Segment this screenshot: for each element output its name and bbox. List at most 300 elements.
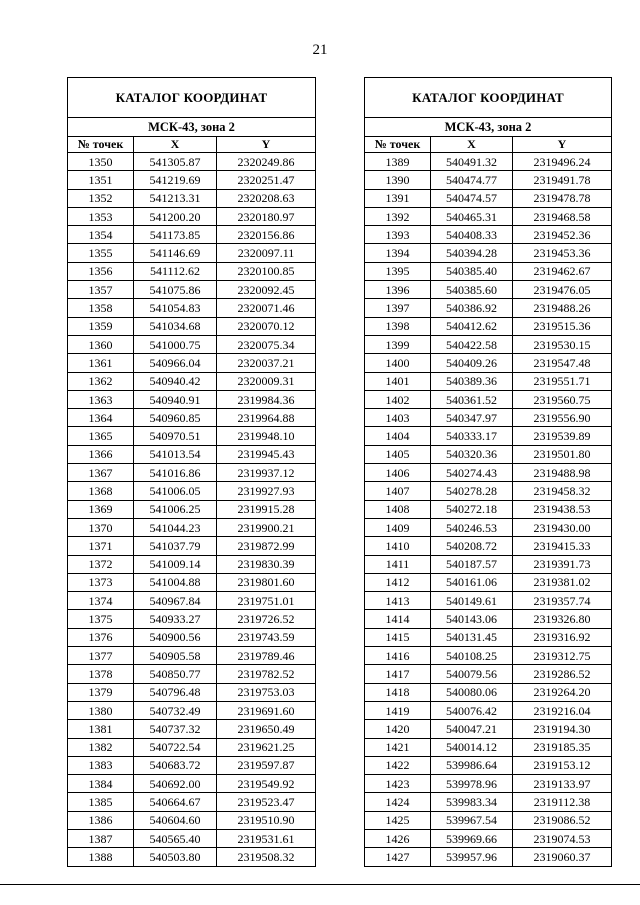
table-row xyxy=(365,592,612,610)
y-coordinate-cell: 2319264.20 xyxy=(513,683,612,701)
x-coordinate-cell: 541037.79 xyxy=(134,537,217,555)
point-number-cell: 1368 xyxy=(68,482,134,500)
y-coordinate-cell: 2319430.00 xyxy=(513,518,612,536)
table-row xyxy=(365,720,612,738)
x-coordinate-cell: 540143.06 xyxy=(431,610,513,628)
x-coordinate-cell: 540722.54 xyxy=(134,738,217,756)
y-coordinate-cell: 2320071.46 xyxy=(217,299,316,317)
y-coordinate-cell: 2320180.97 xyxy=(217,207,316,225)
x-coordinate-cell: 539967.54 xyxy=(431,811,513,829)
table-row xyxy=(68,592,316,610)
point-number-cell: 1371 xyxy=(68,537,134,555)
table-row xyxy=(365,354,612,372)
y-coordinate-cell: 2319789.46 xyxy=(217,647,316,665)
table-row xyxy=(365,848,612,866)
point-number-cell: 1350 xyxy=(68,153,134,171)
table-row xyxy=(68,482,316,500)
y-coordinate-cell: 2319782.52 xyxy=(217,665,316,683)
table-row xyxy=(365,335,612,353)
point-number-cell: 1375 xyxy=(68,610,134,628)
x-coordinate-cell: 540604.60 xyxy=(134,811,217,829)
x-coordinate-cell: 540474.57 xyxy=(431,189,513,207)
y-coordinate-cell: 2319560.75 xyxy=(513,390,612,408)
x-coordinate-cell: 540970.51 xyxy=(134,427,217,445)
y-coordinate-cell: 2319312.75 xyxy=(513,647,612,665)
point-number-cell: 1357 xyxy=(68,281,134,299)
x-coordinate-cell: 540465.31 xyxy=(431,207,513,225)
column-header-point: № точек xyxy=(68,137,134,153)
x-coordinate-cell: 540187.57 xyxy=(431,555,513,573)
y-coordinate-cell: 2319452.36 xyxy=(513,226,612,244)
x-coordinate-cell: 540503.80 xyxy=(134,848,217,866)
table-row xyxy=(68,226,316,244)
point-number-cell: 1423 xyxy=(365,775,431,793)
point-number-cell: 1392 xyxy=(365,207,431,225)
x-coordinate-cell: 541004.88 xyxy=(134,573,217,591)
x-coordinate-cell: 541013.54 xyxy=(134,445,217,463)
x-coordinate-cell: 540737.32 xyxy=(134,720,217,738)
table-row xyxy=(68,317,316,335)
table-row xyxy=(365,482,612,500)
point-number-cell: 1415 xyxy=(365,628,431,646)
y-coordinate-cell: 2320097.11 xyxy=(217,244,316,262)
x-coordinate-cell: 540940.42 xyxy=(134,372,217,390)
y-coordinate-cell: 2320092.45 xyxy=(217,281,316,299)
point-number-cell: 1379 xyxy=(68,683,134,701)
x-coordinate-cell: 540385.60 xyxy=(431,281,513,299)
x-coordinate-cell: 540079.56 xyxy=(431,665,513,683)
table-row xyxy=(68,793,316,811)
x-coordinate-cell: 541006.25 xyxy=(134,500,217,518)
y-coordinate-cell: 2319357.74 xyxy=(513,592,612,610)
table-row xyxy=(68,153,316,171)
y-coordinate-cell: 2319984.36 xyxy=(217,390,316,408)
point-number-cell: 1413 xyxy=(365,592,431,610)
x-coordinate-cell: 540409.26 xyxy=(431,354,513,372)
x-coordinate-cell: 539957.96 xyxy=(431,848,513,866)
column-header-x: X xyxy=(431,137,513,153)
table-row xyxy=(68,335,316,353)
point-number-cell: 1361 xyxy=(68,354,134,372)
y-coordinate-cell: 2319381.02 xyxy=(513,573,612,591)
table-row xyxy=(68,281,316,299)
point-number-cell: 1410 xyxy=(365,537,431,555)
table-row xyxy=(365,793,612,811)
x-coordinate-cell: 540278.28 xyxy=(431,482,513,500)
y-coordinate-cell: 2319216.04 xyxy=(513,701,612,719)
y-coordinate-cell: 2319074.53 xyxy=(513,829,612,847)
x-coordinate-cell: 540149.61 xyxy=(431,592,513,610)
table-row xyxy=(68,738,316,756)
table-row xyxy=(68,518,316,536)
table-row xyxy=(68,244,316,262)
table-row xyxy=(365,756,612,774)
point-number-cell: 1382 xyxy=(68,738,134,756)
y-coordinate-cell: 2319726.52 xyxy=(217,610,316,628)
table-row xyxy=(365,445,612,463)
y-coordinate-cell: 2319801.60 xyxy=(217,573,316,591)
table-row xyxy=(68,409,316,427)
table-row xyxy=(365,738,612,756)
x-coordinate-cell: 539986.64 xyxy=(431,756,513,774)
table-row xyxy=(68,445,316,463)
table-row xyxy=(68,683,316,701)
y-coordinate-cell: 2319458.32 xyxy=(513,482,612,500)
y-coordinate-cell: 2319496.24 xyxy=(513,153,612,171)
y-coordinate-cell: 2319523.47 xyxy=(217,793,316,811)
y-coordinate-cell: 2319478.78 xyxy=(513,189,612,207)
y-coordinate-cell: 2319915.28 xyxy=(217,500,316,518)
x-coordinate-cell: 540565.40 xyxy=(134,829,217,847)
x-coordinate-cell: 540412.62 xyxy=(431,317,513,335)
x-coordinate-cell: 540967.84 xyxy=(134,592,217,610)
table-row xyxy=(68,500,316,518)
point-number-cell: 1409 xyxy=(365,518,431,536)
x-coordinate-cell: 541146.69 xyxy=(134,244,217,262)
point-number-cell: 1421 xyxy=(365,738,431,756)
column-header-point: № точек xyxy=(365,137,431,153)
point-number-cell: 1351 xyxy=(68,171,134,189)
catalog-subtitle: МСК-43, зона 2 xyxy=(365,118,612,137)
table-row xyxy=(68,720,316,738)
point-number-cell: 1367 xyxy=(68,464,134,482)
table-row xyxy=(68,262,316,280)
table-row xyxy=(365,262,612,280)
x-coordinate-cell: 541009.14 xyxy=(134,555,217,573)
table-row xyxy=(365,573,612,591)
table-row xyxy=(68,775,316,793)
x-coordinate-cell: 540320.36 xyxy=(431,445,513,463)
table-row xyxy=(365,555,612,573)
x-coordinate-cell: 540080.06 xyxy=(431,683,513,701)
point-number-cell: 1389 xyxy=(365,153,431,171)
point-number-cell: 1394 xyxy=(365,244,431,262)
y-coordinate-cell: 2319488.98 xyxy=(513,464,612,482)
x-coordinate-cell: 541219.69 xyxy=(134,171,217,189)
table-row xyxy=(365,153,612,171)
table-row xyxy=(68,628,316,646)
table-row xyxy=(68,354,316,372)
point-number-cell: 1391 xyxy=(365,189,431,207)
y-coordinate-cell: 2319462.67 xyxy=(513,262,612,280)
y-coordinate-cell: 2319937.12 xyxy=(217,464,316,482)
table-row xyxy=(68,207,316,225)
x-coordinate-cell: 540389.36 xyxy=(431,372,513,390)
y-coordinate-cell: 2319948.10 xyxy=(217,427,316,445)
point-number-cell: 1414 xyxy=(365,610,431,628)
y-coordinate-cell: 2320100.85 xyxy=(217,262,316,280)
point-number-cell: 1402 xyxy=(365,390,431,408)
table-row xyxy=(68,555,316,573)
point-number-cell: 1400 xyxy=(365,354,431,372)
table-row xyxy=(365,409,612,427)
point-number-cell: 1405 xyxy=(365,445,431,463)
point-number-cell: 1417 xyxy=(365,665,431,683)
x-coordinate-cell: 541054.83 xyxy=(134,299,217,317)
point-number-cell: 1365 xyxy=(68,427,134,445)
y-coordinate-cell: 2319438.53 xyxy=(513,500,612,518)
catalog-subtitle: МСК-43, зона 2 xyxy=(68,118,316,137)
y-coordinate-cell: 2320037.21 xyxy=(217,354,316,372)
x-coordinate-cell: 541112.62 xyxy=(134,262,217,280)
y-coordinate-cell: 2320208.63 xyxy=(217,189,316,207)
y-coordinate-cell: 2319900.21 xyxy=(217,518,316,536)
table-row xyxy=(68,171,316,189)
y-coordinate-cell: 2319927.93 xyxy=(217,482,316,500)
table-row xyxy=(365,518,612,536)
y-coordinate-cell: 2319133.97 xyxy=(513,775,612,793)
point-number-cell: 1377 xyxy=(68,647,134,665)
x-coordinate-cell: 540474.77 xyxy=(431,171,513,189)
y-coordinate-cell: 2319539.89 xyxy=(513,427,612,445)
point-number-cell: 1404 xyxy=(365,427,431,445)
table-row xyxy=(365,317,612,335)
point-number-cell: 1396 xyxy=(365,281,431,299)
point-number-cell: 1407 xyxy=(365,482,431,500)
catalog-title: КАТАЛОГ КООРДИНАТ xyxy=(68,78,316,118)
point-number-cell: 1412 xyxy=(365,573,431,591)
y-coordinate-cell: 2319515.36 xyxy=(513,317,612,335)
point-number-cell: 1418 xyxy=(365,683,431,701)
y-coordinate-cell: 2319691.60 xyxy=(217,701,316,719)
point-number-cell: 1385 xyxy=(68,793,134,811)
x-coordinate-cell: 540692.00 xyxy=(134,775,217,793)
table-row xyxy=(365,537,612,555)
point-number-cell: 1406 xyxy=(365,464,431,482)
x-coordinate-cell: 541305.87 xyxy=(134,153,217,171)
x-coordinate-cell: 540940.91 xyxy=(134,390,217,408)
y-coordinate-cell: 2319964.88 xyxy=(217,409,316,427)
y-coordinate-cell: 2319468.58 xyxy=(513,207,612,225)
point-number-cell: 1426 xyxy=(365,829,431,847)
point-number-cell: 1399 xyxy=(365,335,431,353)
table-row xyxy=(68,647,316,665)
x-coordinate-cell: 540683.72 xyxy=(134,756,217,774)
y-coordinate-cell: 2319551.71 xyxy=(513,372,612,390)
x-coordinate-cell: 540131.45 xyxy=(431,628,513,646)
y-coordinate-cell: 2319391.73 xyxy=(513,555,612,573)
x-coordinate-cell: 540014.12 xyxy=(431,738,513,756)
x-coordinate-cell: 540274.43 xyxy=(431,464,513,482)
table-row xyxy=(365,390,612,408)
x-coordinate-cell: 539969.66 xyxy=(431,829,513,847)
point-number-cell: 1383 xyxy=(68,756,134,774)
y-coordinate-cell: 2319556.90 xyxy=(513,409,612,427)
point-number-cell: 1366 xyxy=(68,445,134,463)
table-row xyxy=(68,701,316,719)
table-row xyxy=(68,848,316,866)
y-coordinate-cell: 2319945.43 xyxy=(217,445,316,463)
y-coordinate-cell: 2319597.87 xyxy=(217,756,316,774)
point-number-cell: 1424 xyxy=(365,793,431,811)
table-row xyxy=(365,683,612,701)
table-row xyxy=(68,189,316,207)
coordinate-catalog-left xyxy=(67,77,316,867)
point-number-cell: 1425 xyxy=(365,811,431,829)
column-header-y: Y xyxy=(217,137,316,153)
x-coordinate-cell: 541200.20 xyxy=(134,207,217,225)
y-coordinate-cell: 2319153.12 xyxy=(513,756,612,774)
x-coordinate-cell: 540361.52 xyxy=(431,390,513,408)
x-coordinate-cell: 540966.04 xyxy=(134,354,217,372)
y-coordinate-cell: 2319453.36 xyxy=(513,244,612,262)
x-coordinate-cell: 541213.31 xyxy=(134,189,217,207)
point-number-cell: 1364 xyxy=(68,409,134,427)
point-number-cell: 1378 xyxy=(68,665,134,683)
x-coordinate-cell: 541044.23 xyxy=(134,518,217,536)
point-number-cell: 1372 xyxy=(68,555,134,573)
point-number-cell: 1395 xyxy=(365,262,431,280)
table-row xyxy=(68,390,316,408)
table-row xyxy=(68,299,316,317)
table-row xyxy=(68,665,316,683)
point-number-cell: 1358 xyxy=(68,299,134,317)
table-row xyxy=(365,464,612,482)
table-row xyxy=(68,610,316,628)
point-number-cell: 1388 xyxy=(68,848,134,866)
y-coordinate-cell: 2319476.05 xyxy=(513,281,612,299)
x-coordinate-cell: 540732.49 xyxy=(134,701,217,719)
x-coordinate-cell: 540208.72 xyxy=(431,537,513,555)
column-header-y: Y xyxy=(513,137,612,153)
y-coordinate-cell: 2319286.52 xyxy=(513,665,612,683)
point-number-cell: 1370 xyxy=(68,518,134,536)
x-coordinate-cell: 541000.75 xyxy=(134,335,217,353)
point-number-cell: 1363 xyxy=(68,390,134,408)
point-number-cell: 1376 xyxy=(68,628,134,646)
point-number-cell: 1381 xyxy=(68,720,134,738)
y-coordinate-cell: 2320249.86 xyxy=(217,153,316,171)
x-coordinate-cell: 539983.34 xyxy=(431,793,513,811)
x-coordinate-cell: 540960.85 xyxy=(134,409,217,427)
table-row xyxy=(68,427,316,445)
x-coordinate-cell: 540905.58 xyxy=(134,647,217,665)
x-coordinate-cell: 540422.58 xyxy=(431,335,513,353)
table-row xyxy=(68,811,316,829)
table-row xyxy=(365,171,612,189)
y-coordinate-cell: 2319185.35 xyxy=(513,738,612,756)
y-coordinate-cell: 2319830.39 xyxy=(217,555,316,573)
point-number-cell: 1369 xyxy=(68,500,134,518)
table-row xyxy=(365,207,612,225)
y-coordinate-cell: 2319194.30 xyxy=(513,720,612,738)
point-number-cell: 1352 xyxy=(68,189,134,207)
point-number-cell: 1422 xyxy=(365,756,431,774)
y-coordinate-cell: 2320070.12 xyxy=(217,317,316,335)
point-number-cell: 1386 xyxy=(68,811,134,829)
footer-divider xyxy=(0,884,640,885)
point-number-cell: 1373 xyxy=(68,573,134,591)
y-coordinate-cell: 2319751.01 xyxy=(217,592,316,610)
y-coordinate-cell: 2319650.49 xyxy=(217,720,316,738)
table-row xyxy=(365,775,612,793)
catalog-title: КАТАЛОГ КООРДИНАТ xyxy=(365,78,612,118)
table-row xyxy=(68,372,316,390)
point-number-cell: 1359 xyxy=(68,317,134,335)
table-row xyxy=(365,610,612,628)
table-row xyxy=(68,537,316,555)
page-number: 21 xyxy=(312,42,328,58)
point-number-cell: 1390 xyxy=(365,171,431,189)
y-coordinate-cell: 2319621.25 xyxy=(217,738,316,756)
point-number-cell: 1362 xyxy=(68,372,134,390)
table-row xyxy=(365,811,612,829)
y-coordinate-cell: 2320009.31 xyxy=(217,372,316,390)
y-coordinate-cell: 2319753.03 xyxy=(217,683,316,701)
point-number-cell: 1403 xyxy=(365,409,431,427)
x-coordinate-cell: 541016.86 xyxy=(134,464,217,482)
x-coordinate-cell: 541173.85 xyxy=(134,226,217,244)
y-coordinate-cell: 2320075.34 xyxy=(217,335,316,353)
x-coordinate-cell: 540850.77 xyxy=(134,665,217,683)
table-row xyxy=(365,372,612,390)
point-number-cell: 1384 xyxy=(68,775,134,793)
point-number-cell: 1353 xyxy=(68,207,134,225)
y-coordinate-cell: 2319491.78 xyxy=(513,171,612,189)
y-coordinate-cell: 2319060.37 xyxy=(513,848,612,866)
y-coordinate-cell: 2319501.80 xyxy=(513,445,612,463)
y-coordinate-cell: 2319488.26 xyxy=(513,299,612,317)
x-coordinate-cell: 540900.56 xyxy=(134,628,217,646)
table-row xyxy=(68,829,316,847)
point-number-cell: 1419 xyxy=(365,701,431,719)
table-row xyxy=(365,829,612,847)
table-row xyxy=(68,756,316,774)
point-number-cell: 1374 xyxy=(68,592,134,610)
coordinate-catalog-right xyxy=(364,77,612,867)
table-row xyxy=(365,500,612,518)
x-coordinate-cell: 540272.18 xyxy=(431,500,513,518)
y-coordinate-cell: 2319549.92 xyxy=(217,775,316,793)
x-coordinate-cell: 540246.53 xyxy=(431,518,513,536)
column-header-x: X xyxy=(134,137,217,153)
point-number-cell: 1420 xyxy=(365,720,431,738)
y-coordinate-cell: 2319547.48 xyxy=(513,354,612,372)
x-coordinate-cell: 540664.67 xyxy=(134,793,217,811)
x-coordinate-cell: 540347.97 xyxy=(431,409,513,427)
x-coordinate-cell: 541034.68 xyxy=(134,317,217,335)
table-row xyxy=(365,427,612,445)
x-coordinate-cell: 540386.92 xyxy=(431,299,513,317)
y-coordinate-cell: 2320156.86 xyxy=(217,226,316,244)
point-number-cell: 1354 xyxy=(68,226,134,244)
table-row xyxy=(365,701,612,719)
y-coordinate-cell: 2319415.33 xyxy=(513,537,612,555)
x-coordinate-cell: 540076.42 xyxy=(431,701,513,719)
table-row xyxy=(365,189,612,207)
table-row xyxy=(365,628,612,646)
x-coordinate-cell: 540333.17 xyxy=(431,427,513,445)
point-number-cell: 1380 xyxy=(68,701,134,719)
x-coordinate-cell: 540161.06 xyxy=(431,573,513,591)
table-row xyxy=(365,665,612,683)
point-number-cell: 1398 xyxy=(365,317,431,335)
point-number-cell: 1411 xyxy=(365,555,431,573)
table-row xyxy=(68,464,316,482)
point-number-cell: 1427 xyxy=(365,848,431,866)
x-coordinate-cell: 541006.05 xyxy=(134,482,217,500)
point-number-cell: 1401 xyxy=(365,372,431,390)
y-coordinate-cell: 2319326.80 xyxy=(513,610,612,628)
y-coordinate-cell: 2319316.92 xyxy=(513,628,612,646)
x-coordinate-cell: 540491.32 xyxy=(431,153,513,171)
point-number-cell: 1355 xyxy=(68,244,134,262)
table-row xyxy=(68,573,316,591)
x-coordinate-cell: 540796.48 xyxy=(134,683,217,701)
y-coordinate-cell: 2319531.61 xyxy=(217,829,316,847)
x-coordinate-cell: 541075.86 xyxy=(134,281,217,299)
table-row xyxy=(365,226,612,244)
